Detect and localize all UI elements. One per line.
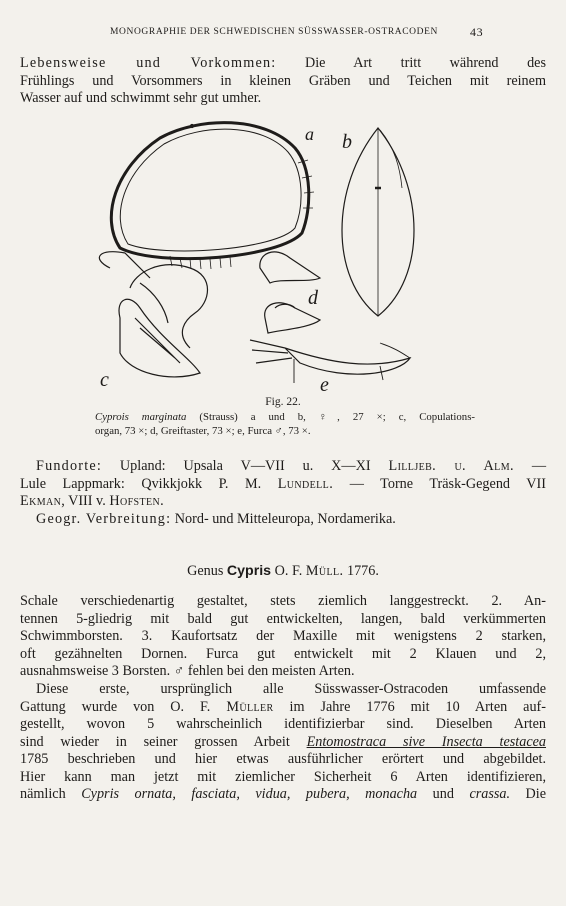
figure-number: Fig. 22. [265,396,301,408]
fig-label-d: d [308,287,318,309]
running-title: MONOGRAPHIE DER SCHWEDISCHEN SÜSSWASSER-OSTRACODEN [110,27,438,37]
paragraph-genus-history: Diese erste, ursprünglich alle Süsswasser-Ostracoden umfassende Gattung wurde von O. F. Müller im Jahre 1776 mit 10 Arten auf- gestellt, wovon 5 wahrscheinlich identifizierbar sind. Dieselben Arten sind wieder in seiner grossen Arbeit Entomostraca sive Insecta testacea 1785 beschrieben und hier etwas ausführlicher erörtert und abgebildet. Hier kann man jetzt mit ziemlicher Sicherheit 6 Arten identifizieren, nämlich Cypris ornata, fasciata, vidua, pubera, monacha und crassa. Die [20,681,547,802]
drawing-e-furca [250,340,410,383]
paragraph-fundorte: Fundorte: Upland: Upsala V—VII u. X—XI Lilljeb. u. Alm. — Lule Lappmark: Qvikkjokk P. M. Lundell. — Torne Träsk-Gegend VII Ekman, VIII v. Hofsten. Geogr. Verbreitung: Nord- und Mitteleuropa, Nordamerika. [20,458,547,527]
section-label: Geogr. Verbreitung: [36,510,172,527]
drawing-b-dorsal [342,128,414,316]
fig-label-c: c [100,369,109,391]
figure-drawing [80,108,500,398]
fig-label-e: e [320,374,329,396]
figure-caption: Cyprois marginata (Strauss) a und b, ♀, 27 ×; c, Copulations- organ, 73 ×; d, Greiftaster, 73 ×; e, Furca ♂, 73 ×. [95,411,475,437]
page-number: 43 [470,25,484,39]
section-label: Lebensweise und Vorkommen: [20,55,277,71]
fig-label-a: a [305,124,314,144]
paragraph-lebensweise: Lebensweise und Vorkommen: Die Art tritt während des Frühlings und Vorsommers in kleinen Gräben und Teichen mit reinem Wasser auf und schwimmt sehr gut umher. [20,55,546,106]
paragraph-genus-description: Schale verschiedenartig gestaltet, stets ziemlich langgestreckt. 2. An- tennen 5-gliedrig mit bald gut entwickelten, langen, bald verkümmerten Schwimmborsten. 3. Kaufortsatz der Maxille mit wenigstens 2 starken, oft gezähnelten Dornen. Furca gut entwickelt mit 2 Klauen und 2, ausnahmsweise 3 Borsten. ♂ fehlen bei den meisten Arten. [20,593,546,679]
figure-22 [80,108,500,398]
drawing-a-shell [111,123,314,269]
fig-label-b: b [342,131,352,153]
genus-heading: Genus Cypris O. F. Müll. 1776. [187,563,379,579]
section-label: Fundorte: [36,458,102,474]
drawing-c-copulation-organ [99,252,207,377]
